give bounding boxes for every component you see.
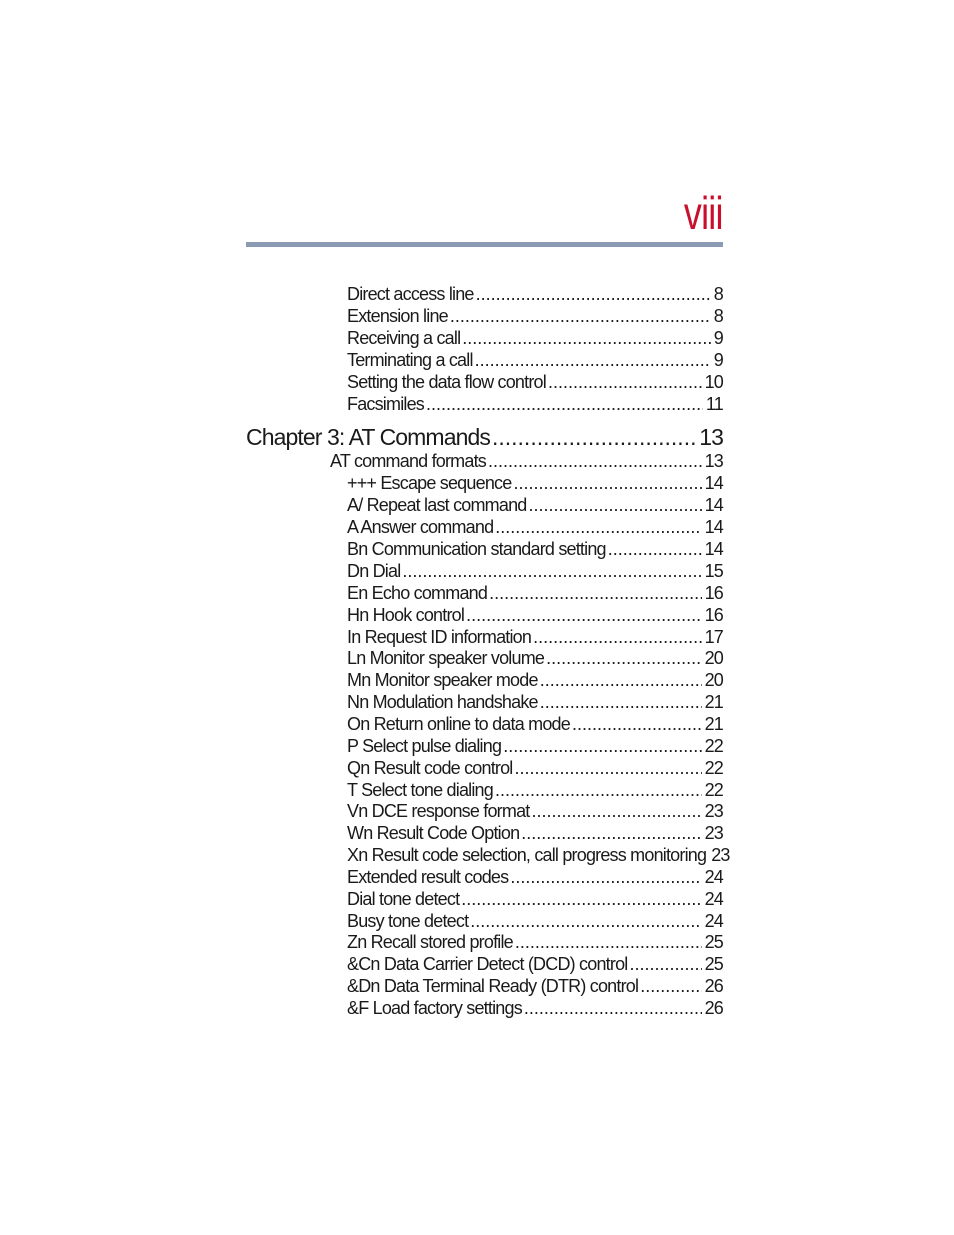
dot-leader (640, 976, 701, 997)
toc-entry[interactable] (347, 714, 723, 735)
toc-entry-page: 14 (704, 473, 723, 493)
toc-entry[interactable] (347, 889, 723, 910)
toc-entry-page: 9 (713, 350, 723, 370)
dot-leader (495, 780, 702, 801)
toc-entry[interactable] (347, 780, 723, 801)
toc-entry-page: 25 (704, 954, 723, 974)
toc-entry[interactable] (347, 284, 723, 305)
toc-entry-title: Direct access line (347, 284, 474, 304)
toc-entry-title: Busy tone detect (347, 911, 469, 931)
toc-entry-title: In Request ID information (347, 627, 532, 647)
dot-leader (462, 328, 711, 349)
page-number: viii (684, 187, 723, 239)
toc-entry[interactable] (347, 495, 723, 516)
toc-entry-title: A/ Repeat last command (347, 495, 527, 515)
toc-entry-page: 20 (704, 670, 723, 690)
toc-entry-title: Mn Monitor speaker mode (347, 670, 538, 690)
toc-entry[interactable] (347, 911, 723, 932)
toc-entry-title: Setting the data flow control (347, 372, 546, 392)
toc-entry-page: 14 (704, 539, 723, 559)
toc-entry[interactable] (347, 932, 723, 953)
toc-entry-title: Xn Result code selection, call progress monitoring (347, 845, 707, 865)
toc-entry-title: En Echo command (347, 583, 488, 603)
toc-entry-page: 16 (704, 605, 723, 625)
toc-entry[interactable] (347, 372, 723, 393)
dot-leader (488, 451, 702, 472)
toc-entry[interactable] (347, 627, 723, 648)
toc-entry-title: Wn Result Code Option (347, 823, 520, 843)
dot-leader (470, 911, 701, 932)
toc-entry-title: &Cn Data Carrier Detect (DCD) control (347, 954, 628, 974)
toc-entry-page: 10 (704, 372, 723, 392)
toc-entry-page: 22 (704, 780, 723, 800)
toc-entry[interactable] (347, 845, 730, 866)
toc-entry-title: &F Load factory settings (347, 998, 522, 1018)
toc-entry-page: 22 (704, 736, 723, 756)
toc-entry-title: &Dn Data Terminal Ready (DTR) control (347, 976, 639, 996)
toc-entry-title: Zn Recall stored profile (347, 932, 513, 952)
toc-entry-page: 26 (704, 976, 723, 996)
dot-leader (503, 736, 701, 757)
toc-entry-title: Extension line (347, 306, 448, 326)
dot-leader (540, 692, 702, 713)
toc-entry-title: Facsimiles (347, 394, 425, 414)
toc-entry-title: AT command formats (330, 451, 486, 471)
toc-entry-title: On Return online to data mode (347, 714, 570, 734)
dot-leader (531, 801, 701, 822)
toc-entry[interactable] (347, 670, 723, 691)
toc-entry[interactable] (347, 539, 723, 560)
dot-leader (533, 627, 701, 648)
toc-entry-page: 8 (713, 306, 723, 326)
dot-leader (513, 473, 701, 494)
dot-leader (629, 954, 701, 975)
dot-leader (466, 605, 702, 626)
toc-section-entry[interactable] (330, 451, 723, 472)
dot-leader (546, 648, 701, 669)
toc-entry-title: Hn Hook control (347, 605, 465, 625)
dot-leader (524, 998, 702, 1019)
toc-entry-title: Bn Communication standard setting (347, 539, 606, 559)
toc-entry-page: 23 (711, 845, 730, 865)
toc-entry-page: 21 (704, 692, 723, 712)
toc-entry[interactable] (347, 692, 723, 713)
toc-chapter-entry[interactable] (246, 424, 723, 451)
dot-leader (540, 670, 702, 691)
toc-entry-page: 22 (704, 758, 723, 778)
toc-entry-page: 17 (704, 627, 723, 647)
toc-entry-page: 20 (704, 648, 723, 668)
toc-entry-title: Receiving a call (347, 328, 461, 348)
toc-entry[interactable] (347, 350, 723, 371)
toc-entry[interactable] (347, 976, 723, 997)
toc-entry-title: P Select pulse dialing (347, 736, 502, 756)
toc-entry[interactable] (347, 823, 723, 844)
dot-leader (510, 867, 701, 888)
dot-leader (450, 306, 711, 327)
toc-entry[interactable] (347, 306, 723, 327)
toc-entry-page: 15 (704, 561, 723, 581)
toc-entry-title: +++ Escape sequence (347, 473, 512, 493)
dot-leader (515, 932, 702, 953)
dot-leader (515, 758, 702, 779)
dot-leader (489, 583, 702, 604)
toc-entry[interactable] (347, 648, 723, 669)
dot-leader (529, 495, 702, 516)
toc-entry-page: 11 (705, 394, 723, 414)
toc-entry-title: Ln Monitor speaker volume (347, 648, 545, 668)
toc-entry-page: 14 (704, 495, 723, 515)
toc-entry-title: A Answer command (347, 517, 494, 537)
toc-entry-title: Extended result codes (347, 867, 509, 887)
toc-entry-page: 24 (704, 889, 723, 909)
toc-entry-page: 25 (704, 932, 723, 952)
toc-entry[interactable] (347, 954, 723, 975)
toc-entry-page: 26 (704, 998, 723, 1018)
toc-entry-title: Terminating a call (347, 350, 473, 370)
dot-leader (426, 394, 703, 415)
toc-entry-page: 13 (699, 424, 723, 450)
dot-leader (572, 714, 702, 735)
dot-leader (461, 889, 701, 910)
dot-leader (495, 517, 701, 538)
dot-leader (475, 350, 711, 371)
dot-leader (402, 561, 701, 582)
toc-entry[interactable] (347, 517, 723, 538)
toc-entry-page: 16 (704, 583, 723, 603)
dot-leader (492, 424, 696, 451)
toc-entry-page: 13 (704, 451, 723, 471)
toc-entry-page: 8 (713, 284, 723, 304)
toc-entry-title: Nn Modulation handshake (347, 692, 538, 712)
dot-leader (476, 284, 711, 305)
toc-entry[interactable] (347, 998, 723, 1019)
toc-entry-title: Chapter 3: AT Commands (246, 424, 490, 450)
toc-entry-title: Dial tone detect (347, 889, 460, 909)
toc-entry-page: 24 (704, 911, 723, 931)
toc-entry[interactable] (347, 605, 723, 626)
toc-entry[interactable] (347, 583, 723, 604)
toc-entry[interactable] (347, 801, 723, 822)
dot-leader (548, 372, 702, 393)
toc-entry-title: Qn Result code control (347, 758, 513, 778)
toc-entry-title: Vn DCE response format (347, 801, 530, 821)
toc-entry-title: Dn Dial (347, 561, 401, 581)
dot-leader (608, 539, 702, 560)
toc-entry-title: T Select tone dialing (347, 780, 493, 800)
toc-entry-page: 23 (704, 801, 723, 821)
toc-entry[interactable] (347, 736, 723, 757)
toc-entry-page: 23 (704, 823, 723, 843)
toc-entry[interactable] (347, 758, 723, 779)
toc-entry[interactable] (347, 394, 723, 415)
toc-entry[interactable] (347, 328, 723, 349)
toc-entry-page: 24 (704, 867, 723, 887)
dot-leader (521, 823, 701, 844)
toc-entry[interactable] (347, 561, 723, 582)
toc-entry-page: 14 (704, 517, 723, 537)
toc-entry[interactable] (347, 867, 723, 888)
toc-entry[interactable] (347, 473, 723, 494)
toc-entry-page: 9 (713, 328, 723, 348)
toc-entry-page: 21 (704, 714, 723, 734)
